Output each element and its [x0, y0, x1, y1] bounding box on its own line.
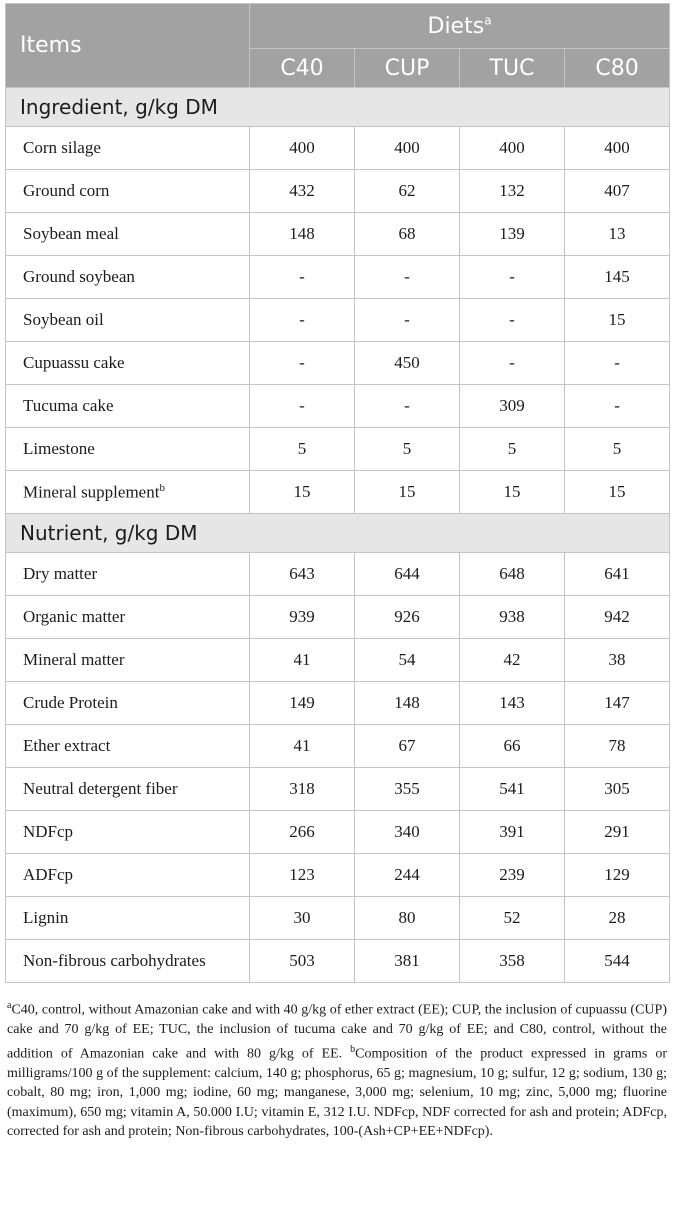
table-cell: 643 — [250, 553, 355, 596]
footnote-marker-b: b — [350, 1043, 356, 1055]
table-cell: 78 — [565, 725, 670, 768]
table-cell: - — [250, 385, 355, 428]
row-label: Soybean meal — [6, 213, 250, 256]
row-label: Lignin — [6, 897, 250, 940]
column-header-c40: C40 — [250, 49, 355, 88]
table-cell: 400 — [565, 127, 670, 170]
table-row — [6, 127, 670, 170]
table-cell: 5 — [250, 428, 355, 471]
table-cell: 355 — [355, 768, 460, 811]
footnote-text-a: C40, control, without Amazonian cake and with 40 g/kg of ether extract (EE); CUP, the inclusion of cupuassu (CUP) cake and 70 g/kg of EE; TUC, the inclusion of tucuma cake and 70 g/kg of EE; and C80, control, without the addition of Amazonian cake and with 80 g/kg of EE. — [7, 1002, 667, 1062]
row-label: Non-fibrous carbohydrates — [6, 940, 250, 983]
table-cell: 391 — [460, 811, 565, 854]
table-cell: 54 — [355, 639, 460, 682]
footnote-text-b: Composition of the product expressed in grams or milligrams/100 g of the supplement: calcium, 140 g; phosphorus, 65 g; magnesium, 10 g; sulfur, 12 g; sodium, 130 g; cobalt, 80 mg; iron, 1,000 mg; iodine, 60 mg; manganese, 3,000 mg; selenium, 10 mg; zinc, 5,000 mg; fluorine (maximum), 650 mg; vitamin A, 50.000 I.U; vitamin E, 312 I.U. NDFcp, NDF corrected for ash and protein; ADFcp, corrected for ash and protein; Non-fibrous carbohydrates, 100-(Ash+CP+EE+NDFcp). — [7, 1046, 667, 1140]
table-cell: 926 — [355, 596, 460, 639]
section-title: Ingredient, g/kg DM — [6, 88, 670, 127]
table-cell: 544 — [565, 940, 670, 983]
column-header-c80: C80 — [565, 49, 670, 88]
table-cell: 28 — [565, 897, 670, 940]
table-cell: 30 — [250, 897, 355, 940]
table-cell: 148 — [250, 213, 355, 256]
table-row — [6, 940, 670, 983]
table-row — [6, 897, 670, 940]
table-row — [6, 213, 670, 256]
table-cell: 62 — [355, 170, 460, 213]
table-cell: 80 — [355, 897, 460, 940]
table-cell: 132 — [460, 170, 565, 213]
row-label: Cupuassu cake — [6, 342, 250, 385]
table-cell: - — [460, 342, 565, 385]
row-label: Mineral matter — [6, 639, 250, 682]
table-cell: 432 — [250, 170, 355, 213]
table-cell: - — [460, 256, 565, 299]
table-cell: 340 — [355, 811, 460, 854]
column-header-cup: CUP — [355, 49, 460, 88]
items-header: Items — [6, 4, 250, 88]
table-cell: 15 — [355, 471, 460, 514]
table-cell: - — [355, 256, 460, 299]
table-cell: 266 — [250, 811, 355, 854]
table-cell: 143 — [460, 682, 565, 725]
table-row — [6, 428, 670, 471]
table-cell: 318 — [250, 768, 355, 811]
table-cell: - — [355, 299, 460, 342]
section-row — [6, 514, 670, 553]
row-label: NDFcp — [6, 811, 250, 854]
table-cell: 67 — [355, 725, 460, 768]
table-cell: 123 — [250, 854, 355, 897]
table-cell: - — [460, 299, 565, 342]
table-cell: - — [565, 342, 670, 385]
table-cell: 66 — [460, 725, 565, 768]
table-cell: 148 — [355, 682, 460, 725]
section-row — [6, 88, 670, 127]
table-cell: 244 — [355, 854, 460, 897]
table-body — [6, 88, 670, 983]
row-label-superscript: b — [159, 481, 165, 494]
header-row — [6, 4, 670, 49]
table-cell: 15 — [460, 471, 565, 514]
table-cell: - — [250, 256, 355, 299]
table-cell: 400 — [250, 127, 355, 170]
document — [5, 3, 669, 1142]
table-cell: 239 — [460, 854, 565, 897]
table-cell: 305 — [565, 768, 670, 811]
table-cell: 291 — [565, 811, 670, 854]
row-label: Dry matter — [6, 553, 250, 596]
table-cell: 641 — [565, 553, 670, 596]
table-cell: 358 — [460, 940, 565, 983]
row-label: Limestone — [6, 428, 250, 471]
table-row — [6, 768, 670, 811]
table-cell: 15 — [565, 299, 670, 342]
table-row — [6, 725, 670, 768]
row-label: Tucuma cake — [6, 385, 250, 428]
row-label: Soybean oil — [6, 299, 250, 342]
table-row — [6, 342, 670, 385]
table-cell: - — [250, 299, 355, 342]
table-cell: 938 — [460, 596, 565, 639]
table-cell: 381 — [355, 940, 460, 983]
table-cell: 129 — [565, 854, 670, 897]
table-cell: 644 — [355, 553, 460, 596]
row-label: Mineral supplement$^b$ — [6, 471, 250, 514]
table-row — [6, 299, 670, 342]
table-cell: 939 — [250, 596, 355, 639]
table-cell: 400 — [355, 127, 460, 170]
table-row — [6, 596, 670, 639]
row-label: Ground soybean — [6, 256, 250, 299]
footnote-marker-a: a — [7, 1000, 12, 1011]
table-cell: - — [355, 385, 460, 428]
table-cell: 15 — [565, 471, 670, 514]
table-row — [6, 170, 670, 213]
table-cell: 5 — [355, 428, 460, 471]
table-row — [6, 811, 670, 854]
table-cell: 503 — [250, 940, 355, 983]
column-header-tuc: TUC — [460, 49, 565, 88]
table-cell: 13 — [565, 213, 670, 256]
diets-header: Diets$^a$ — [250, 4, 670, 49]
table-cell: 400 — [460, 127, 565, 170]
table-row — [6, 385, 670, 428]
row-label: Neutral detergent fiber — [6, 768, 250, 811]
table-row — [6, 471, 670, 514]
table-row — [6, 682, 670, 725]
table-cell: 942 — [565, 596, 670, 639]
table-cell: 407 — [565, 170, 670, 213]
diet-composition-table — [5, 3, 670, 983]
table-row — [6, 854, 670, 897]
table-cell: 42 — [460, 639, 565, 682]
table-row — [6, 553, 670, 596]
table-cell: 68 — [355, 213, 460, 256]
section-title: Nutrient, g/kg DM — [6, 514, 670, 553]
table-row — [6, 639, 670, 682]
row-label: Ether extract — [6, 725, 250, 768]
table-cell: 38 — [565, 639, 670, 682]
table-cell: 52 — [460, 897, 565, 940]
table-cell: 145 — [565, 256, 670, 299]
table-row — [6, 256, 670, 299]
table-cell: 450 — [355, 342, 460, 385]
table-cell: 149 — [250, 682, 355, 725]
table-cell: 5 — [460, 428, 565, 471]
table-cell: - — [565, 385, 670, 428]
diets-superscript: a — [484, 13, 492, 28]
table-cell: 15 — [250, 471, 355, 514]
row-label: Crude Protein — [6, 682, 250, 725]
table-cell: 5 — [565, 428, 670, 471]
row-label: Corn silage — [6, 127, 250, 170]
table-cell: - — [250, 342, 355, 385]
table-cell: 309 — [460, 385, 565, 428]
table-cell: 648 — [460, 553, 565, 596]
row-label: Ground corn — [6, 170, 250, 213]
table-cell: 41 — [250, 725, 355, 768]
table-cell: 541 — [460, 768, 565, 811]
row-label: ADFcp — [6, 854, 250, 897]
table-cell: 41 — [250, 639, 355, 682]
table-cell: 147 — [565, 682, 670, 725]
row-label: Organic matter — [6, 596, 250, 639]
table-footnote — [7, 996, 667, 1142]
table-cell: 139 — [460, 213, 565, 256]
